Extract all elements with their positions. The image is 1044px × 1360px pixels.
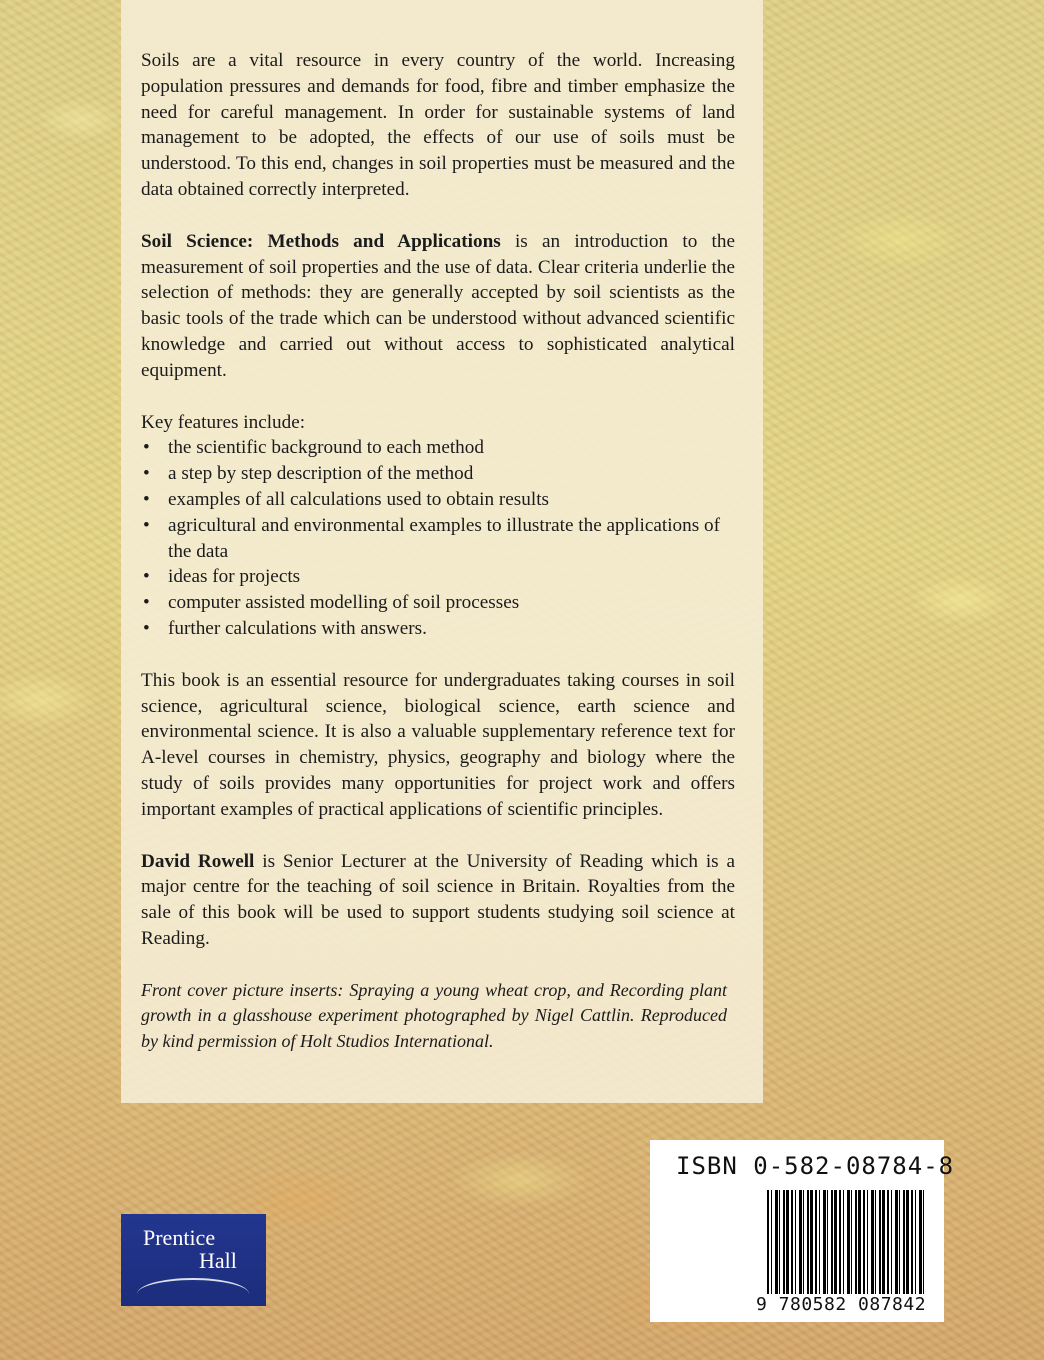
blurb-panel: [121, 0, 763, 1103]
isbn-barcode-box: [650, 1140, 955, 1322]
logo-swoosh-icon: [137, 1278, 249, 1294]
description-paragraph: [141, 229, 735, 384]
feature-item: • computer assisted modelling of soil processes: [141, 590, 735, 616]
features-list: [141, 435, 735, 641]
prentice-hall-logo: [121, 1214, 266, 1306]
description-text: is an introduction to the measurement of soil properties and the use of data. Clear criteria underlie the selection of methods: they are generally accepted by soil scientists as the basic tools of the trade which can be understood without advanced scientific knowledge and carried out without access to sophisticated analytical equipment.: [141, 230, 735, 381]
logo-line-1: Prentice: [143, 1225, 216, 1250]
audience-paragraph: This book is an essential resource for undergraduates taking courses in soil science, agricultural science, biological science, earth science and environmental science. It is also a valuable supplementary reference text for A-level courses in chemistry, physics, geography and biology where the study of soils provides many opportunities for project work and offers important examples of practical applications of scientific principles.: [141, 669, 735, 820]
author-paragraph: [141, 849, 735, 952]
feature-item: • further calculations with answers.: [141, 616, 735, 642]
key-features: [141, 410, 735, 642]
author-name: David Rowell: [141, 850, 255, 872]
book-title: Soil Science: Methods and Applications: [141, 230, 501, 252]
feature-item: • a step by step description of the method: [141, 461, 735, 487]
barcode-number: 9 780582 087842: [756, 1294, 927, 1315]
features-heading: Key features include:: [141, 411, 306, 433]
author-bio: is Senior Lecturer at the University of Reading which is a major centre for the teaching of soil science in Britain. Royalties from the sale of this book will be used to support students studying soil science at Reading.: [141, 850, 736, 949]
intro-paragraph: Soils are a vital resource in every country of the world. Increasing population pressures and demands for food, fibre and timber emphasize the need for careful management. In order for sustainable systems of land management to be adopted, the effects of our use of soils must be understood. To this end, changes in soil properties must be measured and the data obtained correctly interpreted.: [141, 50, 735, 200]
isbn-label: ISBN 0-582-08784-8: [676, 1152, 955, 1180]
barcode-icon: [767, 1190, 927, 1294]
cover-credit: Front cover picture inserts: Spraying a young wheat crop, and Recording plant growth in a glasshouse experiment photographed by Nigel Cattlin. Reproduced by kind permission of Holt Studios International.: [141, 979, 727, 1051]
feature-item: • ideas for projects: [141, 564, 735, 590]
logo-line-2: Hall: [199, 1248, 237, 1273]
feature-item: • the scientific background to each method: [141, 435, 735, 461]
feature-item: • agricultural and environmental examples to illustrate the applications of the data: [141, 513, 735, 565]
feature-item: • examples of all calculations used to obtain results: [141, 487, 735, 513]
